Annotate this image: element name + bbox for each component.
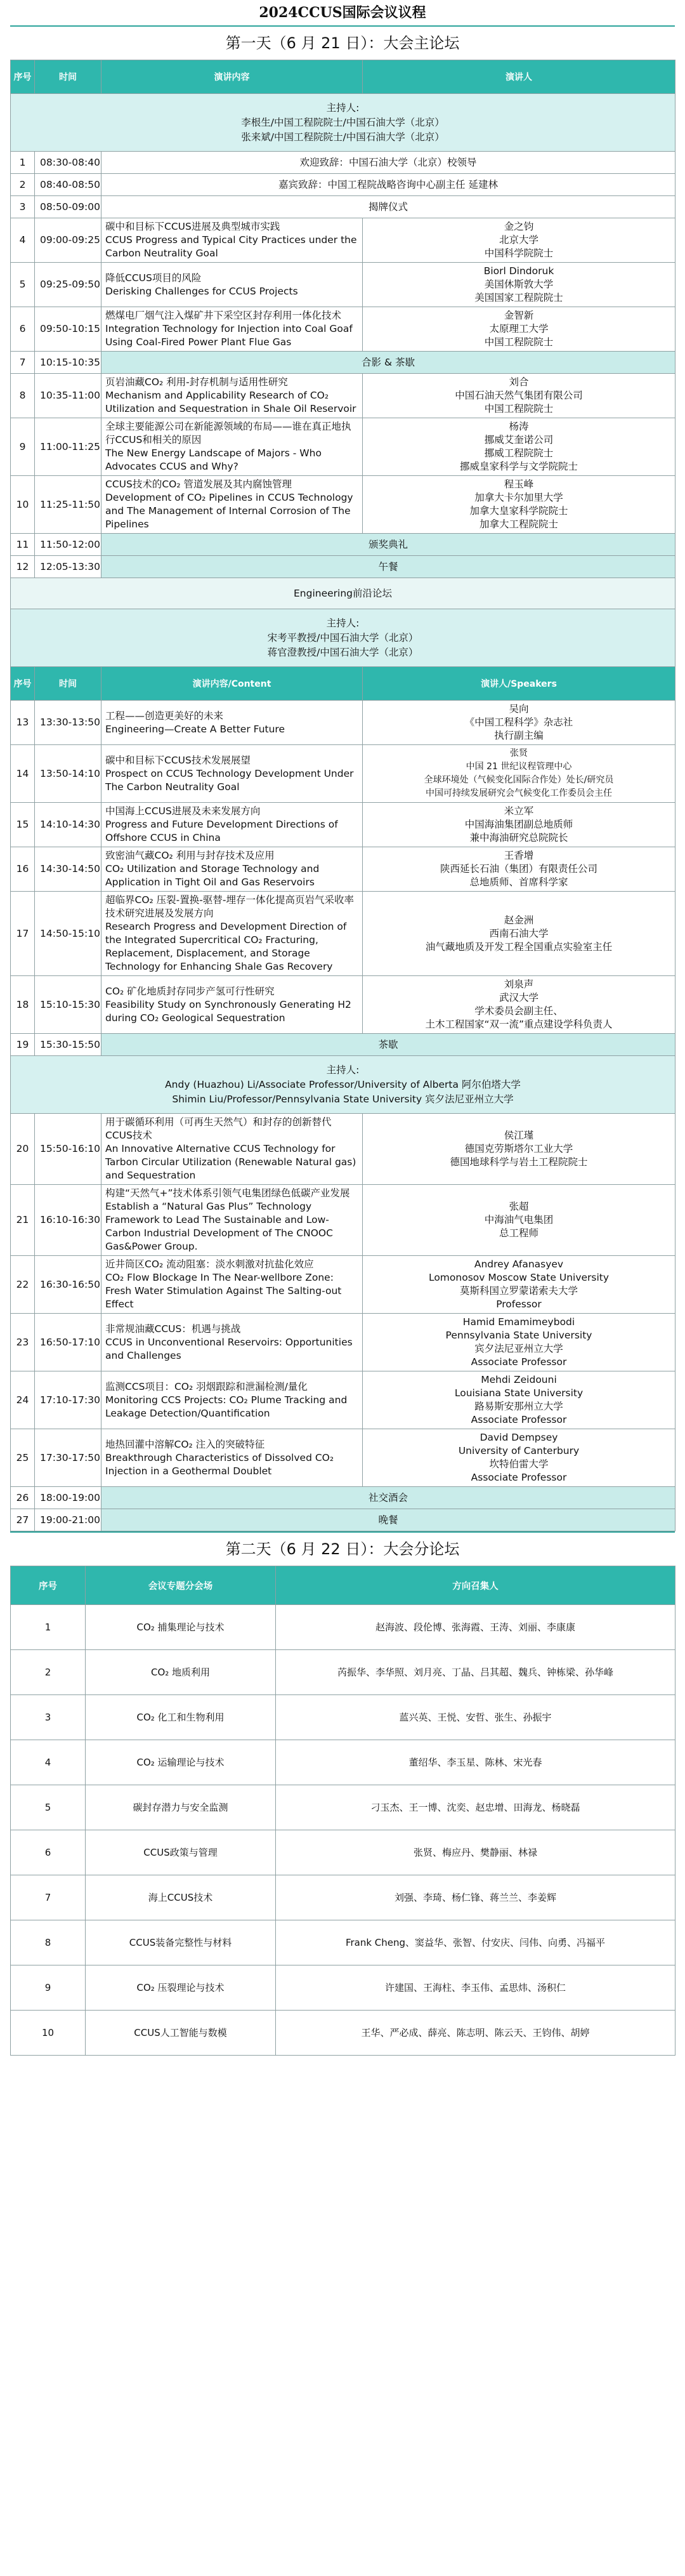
agenda-row (11, 701, 675, 745)
talk-cell (101, 892, 363, 976)
session-number: 10 (11, 2011, 86, 2056)
section-row (11, 578, 675, 609)
host-name: 李根生/中国工程院院士/中国石油大学（北京） (241, 116, 445, 128)
agenda-row (11, 152, 675, 174)
host-name: 宋考平教授/中国石油大学（北京） (267, 631, 419, 644)
agenda-row (11, 1371, 675, 1429)
row-time: 14:50-15:10 (35, 892, 101, 976)
speaker-line: Professor (496, 1298, 542, 1310)
talk-cell (101, 1114, 363, 1185)
row-number: 14 (11, 745, 35, 803)
session-number: 9 (11, 1965, 86, 2011)
session-topic: 碳封存潜力与安全监测 (86, 1785, 276, 1830)
row-time: 18:00-19:00 (35, 1487, 101, 1509)
col-header-no: 序号 (11, 667, 35, 701)
speaker-line: 莫斯科国立罗蒙诺索夫大学 (459, 1285, 578, 1297)
speaker-cell (363, 476, 675, 534)
row-time: 16:10-16:30 (35, 1185, 101, 1256)
talk-line: 超临界CO₂ 压裂-置换-驱替-埋存一体化提高页岩气采收率技术研究进展及发展方向 (105, 894, 354, 919)
row-event: 揭牌仪式 (101, 196, 675, 218)
row-number: 6 (11, 307, 35, 352)
agenda-row (11, 196, 675, 218)
session-topic: CO₂ 运输理论与技术 (86, 1740, 276, 1785)
agenda-row (11, 218, 675, 263)
day1-table (10, 60, 675, 1531)
host-row-1 (11, 94, 675, 152)
speaker-cell (363, 1185, 675, 1256)
row-event: 合影 & 茶歇 (101, 352, 675, 374)
agenda-row (11, 1429, 675, 1487)
speaker-cell (363, 1371, 675, 1429)
col-header-speakers: 演讲人/Speakers (363, 667, 675, 701)
row-number: 7 (11, 352, 35, 374)
agenda-row (11, 1185, 675, 1256)
talk-cell (101, 701, 363, 745)
row-number: 17 (11, 892, 35, 976)
row-number: 24 (11, 1371, 35, 1429)
section-title: Engineering前沿论坛 (11, 578, 675, 609)
row-number: 15 (11, 803, 35, 847)
row-event: 欢迎致辞：中国石油大学（北京）校领导 (101, 152, 675, 174)
talk-line: 构建“天然气+”技术体系引领气电集团绿色低碳产业发展 (105, 1187, 350, 1199)
speaker-line: 金智新 (504, 310, 534, 321)
session-row (11, 1920, 675, 1965)
talk-cell (101, 263, 363, 307)
speaker-line: 杨涛 (509, 421, 529, 432)
agenda-row (11, 745, 675, 803)
col-header-talk: 演讲内容 (101, 60, 363, 94)
speaker-line: 王香增 (504, 850, 534, 861)
speaker-line: 太原理工大学 (489, 323, 549, 334)
speaker-cell (363, 418, 675, 476)
speaker-line: 美国国家工程院院士 (474, 292, 563, 303)
agenda-row (11, 803, 675, 847)
speaker-line: Biorl Dindoruk (483, 265, 554, 277)
host-name: Shimin Liu/Professor/Pennsylvania State University 宾夕法尼亚州立大学 (172, 1093, 514, 1105)
row-number: 25 (11, 1429, 35, 1487)
session-number: 1 (11, 1605, 86, 1650)
speaker-line: 中海油气电集团 (484, 1214, 554, 1225)
talk-line: Prospect on CCUS Technology Development Under The Carbon Neutrality Goal (105, 767, 354, 793)
speaker-cell (363, 1429, 675, 1487)
speaker-line: 陕西延长石油（集团）有限责任公司 (440, 863, 597, 875)
talk-line: Development of CO₂ Pipelines in CCUS Technology and The Management of Internal Corrosion of The Pipelines (105, 492, 353, 530)
speaker-line: 总地质师、首席科学家 (469, 876, 568, 888)
row-time: 14:10-14:30 (35, 803, 101, 847)
agenda-row (11, 556, 675, 578)
row-time: 08:30-08:40 (35, 152, 101, 174)
agenda-row (11, 352, 675, 374)
talk-line: Establish a “Natural Gas Plus” Technology Framework to Lead The Sustainable and Low-Carbon Industrial Development of The CNOOC Gas&Power Group. (105, 1201, 333, 1252)
speaker-line: 西南石油大学 (489, 927, 549, 939)
agenda-row (11, 1314, 675, 1371)
row-number: 23 (11, 1314, 35, 1371)
speaker-line: 美国休斯敦大学 (484, 279, 554, 290)
session-topic: CO₂ 压裂理论与技术 (86, 1965, 276, 2011)
speaker-line: 中国 21 世纪议程管理中心 (466, 762, 572, 772)
talk-cell (101, 976, 363, 1034)
row-time: 15:30-15:50 (35, 1034, 101, 1056)
speaker-line: 德国地球科学与岩土工程院院士 (450, 1156, 588, 1168)
talk-cell (101, 1256, 363, 1314)
talk-line: CO₂ Flow Blockage In The Near-wellbore Zone: Fresh Water Stimulation Against The Salting-out Effect (105, 1272, 342, 1310)
talk-line: Breakthrough Characteristics of Dissolved CO₂ Injection in a Geothermal Doublet (105, 1451, 334, 1477)
speaker-line: 张贤 (510, 748, 528, 758)
speaker-line: 中国工程院院士 (484, 336, 554, 348)
col-header-no: 序号 (11, 60, 35, 94)
session-convener: 刁玉杰、王一博、沈奕、赵忠增、田海龙、杨晓磊 (276, 1785, 675, 1830)
row-number: 27 (11, 1509, 35, 1531)
speaker-cell (363, 892, 675, 976)
day2-table (10, 1566, 675, 2056)
day1-header-row-2 (11, 667, 675, 701)
host-name: 蒋官澄教授/中国石油大学（北京） (267, 646, 419, 658)
session-convener: 赵海波、段伦博、张海霞、王涛、刘丽、李康康 (276, 1605, 675, 1650)
row-number: 3 (11, 196, 35, 218)
talk-line: Integration Technology for Injection into Coal Goaf Using Coal-Fired Power Plant Flue Gas (105, 323, 353, 348)
talk-line: 监测CCS项目：CO₂ 羽烟跟踪和泄漏检测/量化 (105, 1380, 308, 1392)
agenda-row (11, 1114, 675, 1185)
col-header-convener: 方向召集人 (276, 1566, 675, 1605)
row-number: 12 (11, 556, 35, 578)
speaker-line: Associate Professor (471, 1472, 567, 1483)
speaker-line: Lomonosov Moscow State University (428, 1272, 610, 1283)
speaker-line: 土木工程国家“双一流”重点建设学科负责人 (425, 1019, 613, 1030)
talk-line: Monitoring CCS Projects: CO₂ Plume Tracking and Leakage Detection/Quantification (105, 1394, 348, 1419)
speaker-line: 路易斯安那州立大学 (474, 1401, 563, 1412)
session-topic: CCUS政策与管理 (86, 1830, 276, 1875)
row-time: 13:30-13:50 (35, 701, 101, 745)
session-convener: 董绍华、李玉星、陈林、宋光春 (276, 1740, 675, 1785)
speaker-cell (363, 1314, 675, 1371)
talk-cell (101, 1314, 363, 1371)
speaker-cell (363, 263, 675, 307)
session-row (11, 1965, 675, 2011)
agenda-row (11, 892, 675, 976)
row-number: 21 (11, 1185, 35, 1256)
speaker-line: 学术委员会副主任、 (474, 1005, 563, 1017)
host-name: 张来斌/中国工程院院士/中国石油大学（北京） (241, 131, 445, 143)
session-number: 3 (11, 1695, 86, 1740)
host-row-2 (11, 609, 675, 667)
speaker-cell (363, 701, 675, 745)
speaker-line: 加拿大工程院院士 (479, 519, 558, 530)
talk-line: 页岩油藏CO₂ 利用-封存机制与适用性研究 (105, 376, 288, 388)
speaker-line: 挪威艾奎诺公司 (484, 434, 554, 446)
speaker-cell (363, 218, 675, 263)
talk-line: CCUS技术的CO₂ 管道发展及其内腐蚀管理 (105, 479, 292, 490)
session-convener: Frank Cheng、窦益华、张智、付安庆、闫伟、向勇、冯福平 (276, 1920, 675, 1965)
speaker-line: 程玉峰 (504, 479, 534, 490)
session-number: 8 (11, 1920, 86, 1965)
col-header-no: 序号 (11, 1566, 86, 1605)
col-header-time: 时间 (35, 60, 101, 94)
row-time: 13:50-14:10 (35, 745, 101, 803)
speaker-line: 德国克劳斯塔尔工业大学 (464, 1143, 573, 1154)
speaker-line: 全球环境处（气候变化国际合作处）处长/研究员 (424, 775, 614, 785)
talk-cell (101, 476, 363, 534)
speaker-line: 米立军 (504, 805, 534, 817)
speaker-cell (363, 307, 675, 352)
session-row (11, 1740, 675, 1785)
speaker-line: 金之钧 (504, 221, 534, 232)
agenda-row (11, 476, 675, 534)
row-time: 15:10-15:30 (35, 976, 101, 1034)
row-event: 午餐 (101, 556, 675, 578)
speaker-line: Louisiana State University (454, 1387, 584, 1399)
session-row (11, 1785, 675, 1830)
talk-cell (101, 307, 363, 352)
session-convener: 王华、严必成、薛亮、陈志明、陈云天、王钧伟、胡婷 (276, 2011, 675, 2056)
speaker-line: 宾夕法尼亚州立大学 (474, 1343, 563, 1354)
agenda-row (11, 976, 675, 1034)
row-time: 16:50-17:10 (35, 1314, 101, 1371)
speaker-line: 加拿大卡尔加里大学 (474, 492, 563, 503)
row-number: 9 (11, 418, 35, 476)
talk-line: 非常规油藏CCUS：机遇与挑战 (105, 1323, 241, 1335)
row-time: 11:00-11:25 (35, 418, 101, 476)
row-event: 茶歇 (101, 1034, 675, 1056)
speaker-line: 张超 (509, 1201, 529, 1212)
row-number: 26 (11, 1487, 35, 1509)
speaker-line: David Dempsey (480, 1432, 558, 1443)
talk-line: 燃煤电厂烟气注入煤矿井下采空区封存利用一体化技术 (105, 310, 342, 321)
speaker-cell (363, 1114, 675, 1185)
session-topic: CCUS人工智能与数模 (86, 2011, 276, 2056)
row-time: 10:15-10:35 (35, 352, 101, 374)
session-topic: CO₂ 捕集理论与技术 (86, 1605, 276, 1650)
session-topic: CO₂ 地质利用 (86, 1650, 276, 1695)
talk-line: CO₂ 矿化地质封存同步产氢可行性研究 (105, 985, 275, 997)
row-event: 晚餐 (101, 1509, 675, 1531)
speaker-line: 坎特伯雷大学 (489, 1458, 549, 1470)
session-row (11, 2011, 675, 2056)
row-time: 19:00-21:00 (35, 1509, 101, 1531)
talk-cell (101, 803, 363, 847)
agenda-row (11, 1509, 675, 1531)
agenda-row (11, 374, 675, 418)
talk-line: 地热回灌中溶解CO₂ 注入的突破特征 (105, 1438, 265, 1450)
talk-cell (101, 745, 363, 803)
speaker-line: 武汉大学 (499, 992, 538, 1003)
speaker-line: 中国科学院院士 (484, 248, 554, 259)
row-number: 20 (11, 1114, 35, 1185)
session-number: 5 (11, 1785, 86, 1830)
talk-line: CCUS Progress and Typical City Practices under the Carbon Neutrality Goal (105, 234, 357, 259)
speaker-line: 赵金洲 (504, 914, 534, 926)
talk-line: 碳中和目标下CCUS进展及典型城市实践 (105, 221, 280, 232)
col-header-time: 时间 (35, 667, 101, 701)
day1-title: 第一天（6 月 21 日）：大会主论坛 (10, 25, 675, 60)
talk-cell (101, 1371, 363, 1429)
row-event: 嘉宾致辞：中国工程院战略咨询中心副主任 延建林 (101, 174, 675, 196)
row-time: 09:50-10:15 (35, 307, 101, 352)
talk-line: 工程——创造更美好的未来 (105, 710, 224, 722)
speaker-line: Associate Professor (471, 1356, 567, 1368)
session-convener: 刘强、李琦、杨仁锋、蒋兰兰、李姜辉 (276, 1875, 675, 1920)
session-row (11, 1875, 675, 1920)
row-time: 17:10-17:30 (35, 1371, 101, 1429)
session-convener: 芮振华、李华照、刘月亮、丁晶、吕其超、魏兵、钟栋梁、孙华峰 (276, 1650, 675, 1695)
speaker-line: 刘泉声 (504, 979, 534, 990)
speaker-line: 油气藏地质及开发工程全国重点实验室主任 (425, 941, 613, 953)
agenda-row (11, 1256, 675, 1314)
agenda-row (11, 1487, 675, 1509)
session-topic: 海上CCUS技术 (86, 1875, 276, 1920)
talk-line: 用于碳循环利用（可再生天然气）和封存的创新替代CCUS技术 (105, 1116, 332, 1141)
row-time: 14:30-14:50 (35, 847, 101, 892)
day2-title: 第二天（6 月 22 日）：大会分论坛 (10, 1531, 675, 1566)
session-topic: CCUS装备完整性与材料 (86, 1920, 276, 1965)
row-event: 颁奖典礼 (101, 534, 675, 556)
row-time: 15:50-16:10 (35, 1114, 101, 1185)
col-header-content: 演讲内容/Content (101, 667, 363, 701)
speaker-line: 中国工程院院士 (484, 403, 554, 414)
speaker-line: 侯江瑾 (504, 1130, 534, 1141)
speaker-line: 挪威工程院院士 (484, 447, 554, 459)
talk-line: Progress and Future Development Directions of Offshore CCUS in China (105, 819, 338, 843)
talk-cell (101, 218, 363, 263)
talk-line: Mechanism and Applicability Research of CO₂ Utilization and Sequestration in Shale Oil Reservoir (105, 390, 356, 414)
row-time: 09:25-09:50 (35, 263, 101, 307)
talk-cell (101, 418, 363, 476)
speaker-line: Andrey Afanasyev (474, 1258, 564, 1270)
day2-header-row (11, 1566, 675, 1605)
speaker-cell (363, 1256, 675, 1314)
row-number: 2 (11, 174, 35, 196)
row-number: 5 (11, 263, 35, 307)
talk-cell (101, 1185, 363, 1256)
row-time: 17:30-17:50 (35, 1429, 101, 1487)
talk-line: Feasibility Study on Synchronously Generating H2 during CO₂ Geological Sequestration (105, 998, 351, 1024)
talk-cell (101, 374, 363, 418)
host-label: 主持人: (326, 102, 360, 114)
speaker-line: 总工程师 (499, 1227, 538, 1239)
agenda-row (11, 307, 675, 352)
talk-line: 降低CCUS项目的风险 (105, 272, 202, 284)
speaker-line: 北京大学 (499, 234, 538, 246)
session-convener: 张贤、梅应丹、樊静丽、林禄 (276, 1830, 675, 1875)
speaker-line: 吴向 (509, 703, 529, 715)
talk-line: Research Progress and Development Direction of the Integrated Supercritical CO₂ Fracturing, Replacement, Displacement, and Storage Technology for Enhancing Shale Gas Recovery (105, 921, 347, 972)
speaker-line: 加拿大皇家科学院院士 (469, 505, 568, 517)
speaker-line: 挪威皇家科学与文学院院士 (459, 461, 578, 472)
speaker-line: 中国石油天然气集团有限公司 (455, 390, 583, 401)
talk-cell (101, 1429, 363, 1487)
agenda-row (11, 534, 675, 556)
session-topic: CO₂ 化工和生物利用 (86, 1695, 276, 1740)
speaker-line: 中国海油集团副总地质师 (464, 819, 573, 830)
row-time: 11:50-12:00 (35, 534, 101, 556)
row-time: 10:35-11:00 (35, 374, 101, 418)
session-row (11, 1695, 675, 1740)
session-number: 2 (11, 1650, 86, 1695)
row-time: 12:05-13:30 (35, 556, 101, 578)
host-label: 主持人: (326, 1064, 360, 1076)
day1-header-row (11, 60, 675, 94)
col-header-topic: 会议专题分会场 (86, 1566, 276, 1605)
speaker-cell (363, 847, 675, 892)
speaker-line: Hamid Emamimeybodi (462, 1316, 575, 1328)
talk-line: 中国海上CCUS进展及未来发展方向 (105, 805, 261, 817)
row-number: 4 (11, 218, 35, 263)
speaker-cell (363, 745, 675, 803)
row-number: 22 (11, 1256, 35, 1314)
speaker-line: 执行副主编 (494, 730, 544, 741)
row-number: 13 (11, 701, 35, 745)
session-row (11, 1830, 675, 1875)
talk-line: An Innovative Alternative CCUS Technology for Tarbon Circular Utilization (Renewable Natural gas) and Sequestration (105, 1143, 356, 1181)
talk-line: The New Energy Landscape of Majors - Who Advocates CCUS and Why? (105, 447, 322, 472)
session-number: 6 (11, 1830, 86, 1875)
row-time: 08:40-08:50 (35, 174, 101, 196)
session-row (11, 1605, 675, 1650)
row-number: 1 (11, 152, 35, 174)
host-name: Andy (Huazhou) Li/Associate Professor/University of Alberta 阿尔伯塔大学 (165, 1078, 521, 1090)
col-header-speaker: 演讲人 (363, 60, 675, 94)
speaker-cell (363, 803, 675, 847)
talk-line: Engineering—Create A Better Future (105, 723, 285, 735)
talk-line: 近井筒区CO₂ 流动阻塞：淡水刺激对抗盐化效应 (105, 1258, 314, 1270)
talk-line: CO₂ Utilization and Storage Technology and Application in Tight Oil and Gas Reservoirs (105, 863, 320, 888)
row-number: 8 (11, 374, 35, 418)
speaker-line: Mehdi Zeidouni (481, 1374, 557, 1385)
talk-line: 致密油气藏CO₂ 利用与封存技术及应用 (105, 850, 275, 861)
row-number: 10 (11, 476, 35, 534)
talk-line: CCUS in Unconventional Reservoirs: Opportunities and Challenges (105, 1336, 353, 1361)
document-title: 2024CCUS国际会议议程 (259, 4, 426, 21)
speaker-line: Pennsylvania State University (445, 1330, 592, 1341)
row-event: 社交酒会 (101, 1487, 675, 1509)
agenda-row (11, 174, 675, 196)
speaker-cell (363, 374, 675, 418)
session-number: 7 (11, 1875, 86, 1920)
host-row-3 (11, 1056, 675, 1114)
row-time: 16:30-16:50 (35, 1256, 101, 1314)
talk-line: Derisking Challenges for CCUS Projects (105, 285, 298, 297)
session-convener: 蓝兴英、王悦、安哲、张生、孙振宇 (276, 1695, 675, 1740)
speaker-line: 刘合 (509, 376, 529, 388)
speaker-line: Associate Professor (471, 1414, 567, 1425)
speaker-line: University of Canterbury (458, 1445, 580, 1456)
row-number: 11 (11, 534, 35, 556)
speaker-line: 《中国工程科学》杂志社 (464, 717, 573, 728)
talk-cell (101, 847, 363, 892)
session-number: 4 (11, 1740, 86, 1785)
row-number: 19 (11, 1034, 35, 1056)
row-time: 11:25-11:50 (35, 476, 101, 534)
agenda-row (11, 1034, 675, 1056)
agenda-row (11, 418, 675, 476)
session-row (11, 1650, 675, 1695)
session-convener: 许建国、王海柱、李玉伟、孟思炜、汤积仁 (276, 1965, 675, 2011)
row-time: 09:00-09:25 (35, 218, 101, 263)
row-number: 18 (11, 976, 35, 1034)
speaker-cell (363, 976, 675, 1034)
row-time: 08:50-09:00 (35, 196, 101, 218)
talk-line: 碳中和目标下CCUS技术发展展望 (105, 754, 251, 766)
agenda-row (11, 847, 675, 892)
host-label: 主持人: (326, 617, 360, 629)
talk-line: 全球主要能源公司在新能源领域的布局——谁在真正地执行CCUS和相关的原因 (105, 421, 351, 446)
row-number: 16 (11, 847, 35, 892)
speaker-line: 兼中海油研究总院院长 (469, 832, 568, 843)
agenda-row (11, 263, 675, 307)
speaker-line: 中国可持续发展研究会气候变化工作委员会主任 (426, 788, 612, 798)
